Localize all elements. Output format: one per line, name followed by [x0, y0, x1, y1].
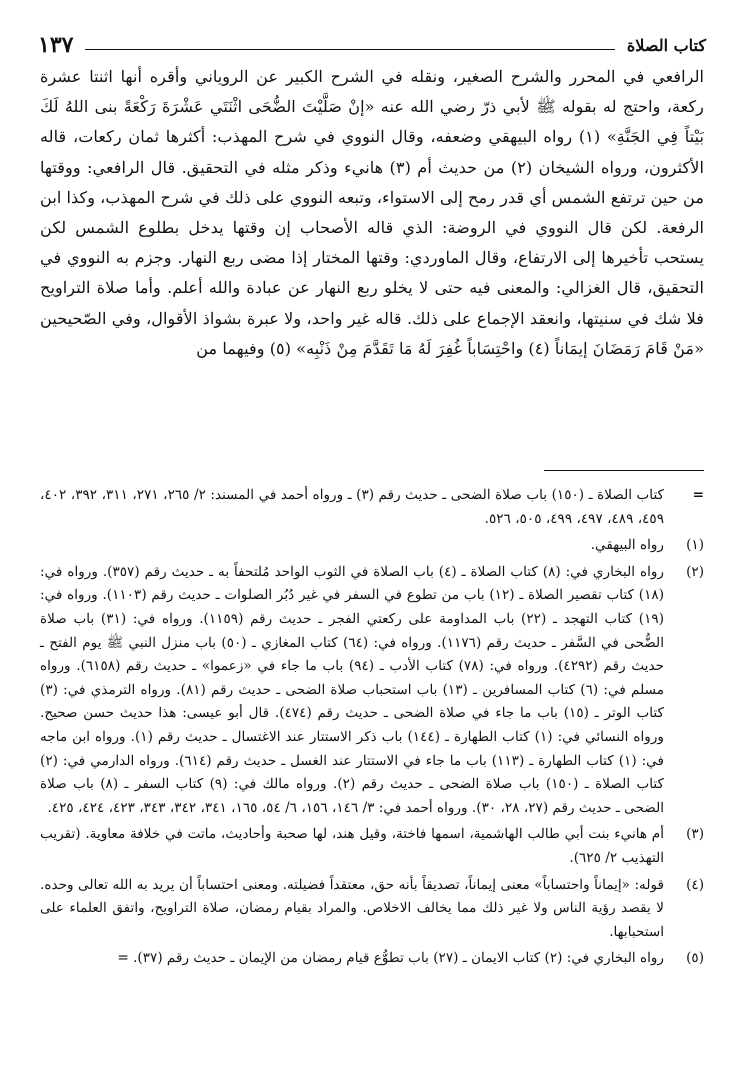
footnote-number: (٤): [686, 876, 704, 893]
footnote-3: [40, 823, 704, 870]
footnote-text: كتاب الصلاة ـ (١٥٠) باب صلاة الضحى ـ حديث رقم (٣) ـ ورواه أحمد في المسند: ٢/ ٢٦٥، ٢٧١، ٣١١، ٣٩٢، ٤٠٢، ٤٥٩، ٤٨٩، ٤٩٧، ٤٩٩، ٥٠٥، ٥٢٦.: [40, 487, 665, 527]
footnotes: [40, 484, 704, 974]
book-title: كتاب الصلاة: [626, 35, 706, 55]
main-text: [40, 62, 704, 364]
footnote-text: رواه البخاري في: (٨) كتاب الصلاة ـ (٤) باب الصلاة في الثوب الواحد مُلتحفاً به ـ حديث رقم (٣٥٧). ورواه في: (١٨) كتاب تقصير الصلاة ـ (١٢) باب من تطوع في السفر في غير دُبُر الصلوات ـ حديث رقم (١١٠٣). ورواه في: (١٩) كتاب التهجد ـ (٢٢) باب المداومة على ركعتي الفجر ـ حديث رقم (١١٥٩). ورواه في: (٣١) باب صلاة الضُّحى في السَّفر ـ حديث رقم (١١٧٦). ورواه في: (٦٤) كتاب المغازي ـ (٥٠) باب منزل النبي ﷺ يوم الفتح ـ حديث رقم (٤٢٩٢). ورواه في: (٧٨) كتاب الأدب ـ (٩٤) باب ما جاء في «زعموا» ـ حديث رقم (٦١٥٨). ورواه مسلم في: (٦) كتاب المسافرين ـ (١٣) باب استحباب صلاة الضحى ـ حديث رقم (٨١). ورواه الترمذي في: (٣) كتاب الوتر ـ (١٥) باب ما جاء في صلاة الضحى ـ حديث رقم (٤٧٤). قال أبو عيسى: هذا حديث حسن صحيح. ورواه النسائي في: (١) كتاب الطهارة ـ (١٤٤) باب ذكر الاستتار عند الاغتسال ـ حديث رقم (١). ورواه ابن ماجه في: (١) كتاب الطهارة ـ (١١٣) باب ما جاء في الاستتار عند الغسل ـ حديث رقم (٦١٤). ورواه الدارمي في: (٢) كتاب الصلاة ـ (١٥٠) باب صلاة الضحى ـ حديث رقم (٢). ورواه مالك في: (٩) كتاب السفر ـ (٨) باب صلاة الضحى ـ حديث رقم (٢٧، ٢٨، ٣٠). ورواه أحمد في: ٣/ ١٤٦، ١٥٦، ٦/ ٥٤، ١٦٥، ٣٤١، ٣٤٢، ٣٤٣، ٤٢٣، ٤٢٤، ٤٢٥.: [40, 563, 664, 816]
footnote-text: رواه البيهقي.: [590, 537, 664, 554]
footnote-text: قوله: «إيماناً واحتساباً» معنى إيماناً، تصديقاً بأنه حق، معتقداً فضيلته. ومعنى احتساباً أن يريد به الله تعالى وحده. لا يقصد رؤية الناس ولا غير ذلك مما يخالف الاخلاص. والمراد بقيام رمضان، صلاة التراويح، واتفق العلماء على استحبابها.: [40, 876, 664, 940]
footnote-text: أم هانيء بنت أبي طالب الهاشمية، اسمها فاختة، وقيل هند، لها صحبة وأحاديث، ماتت في خلافة معاوية. (تقريب التهذيب ٢/ ٦٢٥).: [40, 826, 664, 866]
footnote-1: [40, 534, 704, 558]
footnote-separator: [544, 470, 704, 471]
footnote-number: (١): [686, 537, 704, 554]
main-paragraph: الرافعي في المحرر والشرح الصغير، ونقله في الشرح الكبير عن الروياني وأقره أنها اثنتا عشرة ركعة، واحتج له بقوله ﷺ لأبي ذرّ رضي الله عنه «إنْ صَلَّيْتَ الضُّحَى اثْنَتَي عَشْرَةَ رَكْعَةً بنى اللهُ لَكَ بَيْتاً فِي الجَنَّةِ» (١) رواه البيهقي وضعفه، وقال النووي في شرح المهذب: أكثرها ثمان ركعات، قاله الأكثرون، ورواه الشيخان (٢) من حديث أم (٣) هانيء وذكر مثله في التحقيق. قال الرافعي: ووقتها من حين ترتفع الشمس أي قدر رمح إلى الاستواء، وتبعه النووي على ذلك في شرح المهذب، وكذا ابن الرفعة. لكن قال النووي في الروضة: الذي قاله الأصحاب إن وقتها يدخل بطلوع الشمس لكن يستحب تأخيرها إلى الارتفاع، وقال الماوردي: وقتها المختار إذا مضى ربع النهار. وجزم به النووي في التحقيق، قال الغزالي: والمعنى فيه حتى لا يخلو ربع النهار عن عبادة والله أعلم. وأما صلاة التراويح فلا شك في سنيتها، وانعقد الإجماع على ذلك. قاله غير واحد، ولا عبرة بشواذ الأقوال، وفي الصّحيحين «مَنْ قَامَ رَمَضَانَ إيمَاناً (٤) واحْتِسَاباً غُفِرَ لَهُ مَا تَقَدَّمَ مِنْ ذَنْبِه» (٥) وفيهما من: [40, 67, 704, 358]
footnote-number: (٣): [686, 826, 704, 843]
footnote-5: [40, 947, 704, 971]
page-header: [38, 30, 706, 60]
page-number: ١٣٧: [38, 32, 74, 58]
footnote-continuation: [40, 484, 704, 531]
footnote-4: [40, 874, 704, 945]
footnote-number: =: [692, 487, 704, 503]
footnote-number: (٥): [686, 950, 704, 967]
footnote-2: [40, 561, 704, 821]
footnote-number: (٢): [686, 563, 704, 580]
header-rule: [85, 49, 614, 50]
footnote-text: رواه البخاري في: (٢) كتاب الايمان ـ (٢٧) باب تطوُّع قيام رمضان من الإيمان ـ حديث رقم (٣٧). =: [117, 950, 664, 967]
